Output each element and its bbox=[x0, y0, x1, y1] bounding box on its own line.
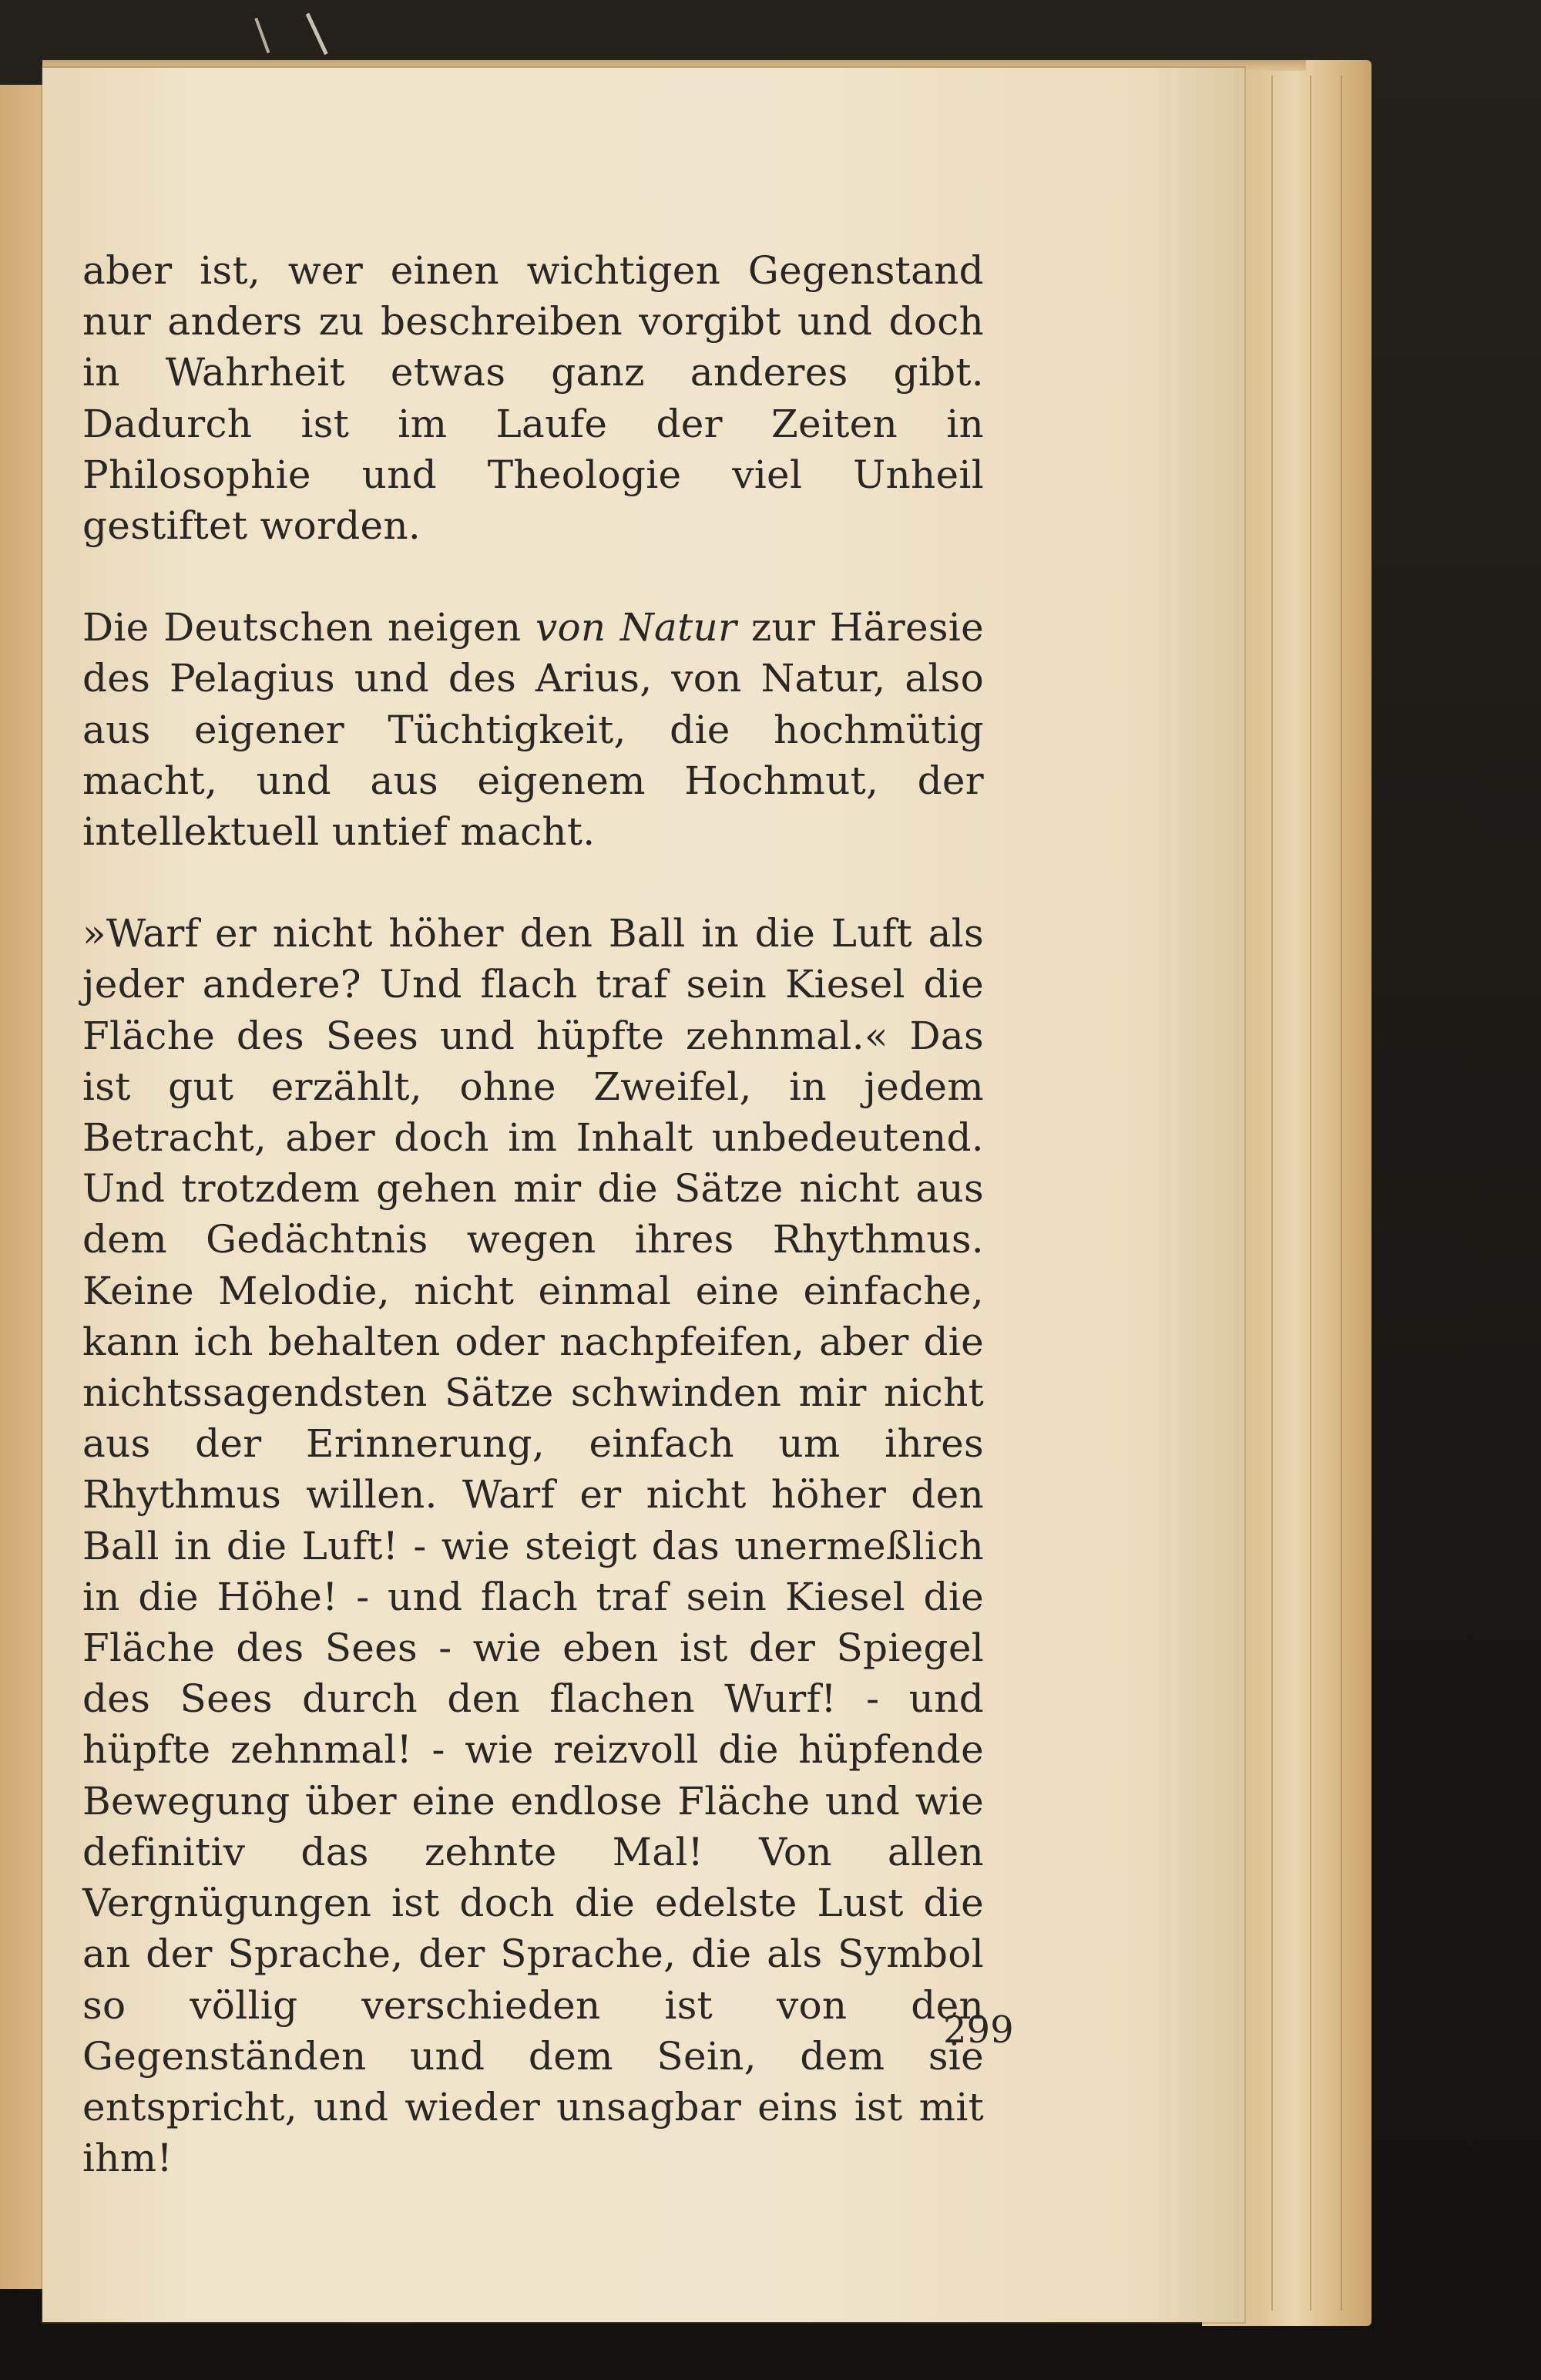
body-text bbox=[82, 245, 984, 2183]
page-number: 299 bbox=[943, 2009, 1014, 2052]
paragraph: aber ist, wer einen wichtigen Gegenstand nur anders zu beschreiben vorgibt und doch in Wahrheit etwas ganz anderes gibt. Dadurch ist im Laufe der Zeiten in Philosophie und Theologie viel Unheil gestiftet worden. bbox=[82, 248, 984, 549]
emphasis-text: von Natur bbox=[535, 605, 737, 650]
paragraph: »Warf er nicht höher den Ball in die Luft als jeder andere? Und flach traf sein Kiesel die Fläche des Sees und hüpfte zehnmal.« Das ist gut erzählt, ohne Zweifel, in jedem Betracht, aber doch im Inhalt unbedeutend. Und trotzdem gehen mir die Sätze nicht aus dem Gedächtnis wegen ihres Rhythmus. Keine Melodie, nicht einmal eine einfache, kann ich behalten oder nachpfeifen, aber die nichtssagendsten Sätze schwinden mir nicht aus der Erinnerung, einfach um ihres Rhythmus willen. Warf er nicht höher den Ball in die Luft! - wie steigt das unermeßlich in die Höhe! - und flach traf sein Kiesel die Fläche des Sees - wie eben ist der Spiegel des Sees durch den flachen Wurf! - und hüpfte zehnmal! - wie reizvoll die hüpfende Bewegung über eine endlose Fläche und wie definitiv das zehnte Mal! Von allen Vergnügungen ist doch die edelste Lust die an der Sprache, der Sprache, die als Symbol so völlig verschieden ist von den Gegenständen und dem Sein, dem sie entspricht, und wieder unsagbar eins ist mit ihm! bbox=[82, 911, 984, 2181]
paragraph: Die Deutschen neigen von Natur zur Häresie des Pelagius und des Arius, von Natur, also aus eigener Tüchtigkeit, die hochmütig macht, und aus eigenem Hochmut, der intellektuell untief macht. bbox=[82, 605, 984, 855]
